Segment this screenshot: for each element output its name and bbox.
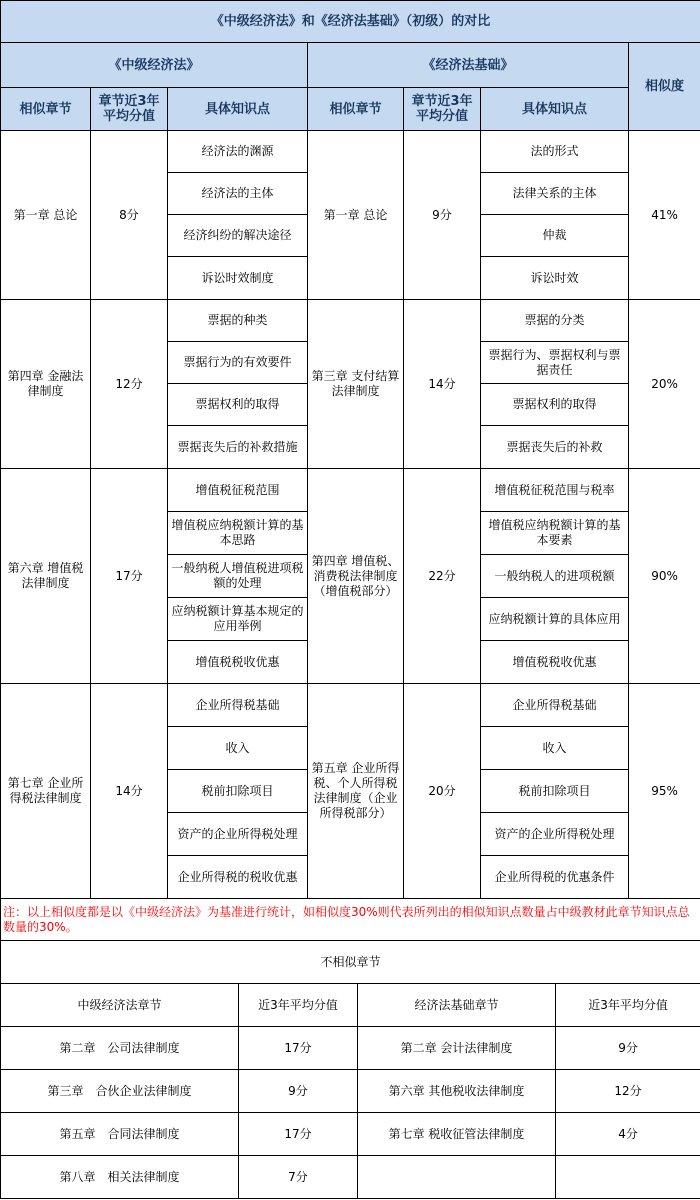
left-knowledge-point: 增值税税收优惠	[168, 641, 308, 684]
left-knowledge-point: 票据的种类	[168, 300, 308, 342]
left-knowledge-point: 企业所得税基础	[168, 684, 308, 727]
left-chapter-header: 相似章节	[1, 88, 91, 131]
left-knowledge-point: 一般纳税人增值税进项税额的处理	[168, 555, 308, 598]
right-knowledge-point: 诉讼时效	[481, 257, 629, 300]
right-points-header: 具体知识点	[481, 88, 629, 131]
right-knowledge-point: 企业所得税的优惠条件	[481, 856, 629, 899]
table-row	[1, 469, 700, 512]
similarity-value: 20%	[629, 300, 700, 469]
left-knowledge-point: 增值税应纳税额计算的基本思路	[168, 512, 308, 555]
right-knowledge-point: 法的形式	[481, 131, 629, 173]
right-chapter-header: 经济法基础章节	[358, 984, 556, 1027]
right-chapter-header: 相似章节	[308, 88, 404, 131]
left-knowledge-point: 税前扣除项目	[168, 770, 308, 813]
right-chapter: 第四章 增值税、消费税法律制度（增值税部分）	[308, 469, 404, 684]
right-score: 12分	[556, 1070, 700, 1113]
table-row	[1, 1156, 700, 1199]
right-knowledge-point: 税前扣除项目	[481, 770, 629, 813]
left-score: 17分	[239, 1113, 358, 1156]
right-score: 20分	[404, 684, 481, 899]
left-knowledge-point: 增值税征税范围	[168, 469, 308, 512]
left-chapter: 第二章 公司法律制度	[1, 1027, 239, 1070]
left-knowledge-point: 资产的企业所得税处理	[168, 813, 308, 856]
right-knowledge-point: 资产的企业所得税处理	[481, 813, 629, 856]
right-score: 9分	[404, 131, 481, 300]
right-knowledge-point: 增值税征税范围与税率	[481, 469, 629, 512]
left-score: 7分	[239, 1156, 358, 1199]
right-score-header: 近3年平均分值	[556, 984, 700, 1027]
left-knowledge-point: 收入	[168, 727, 308, 770]
left-score: 12分	[91, 300, 168, 469]
right-chapter: 第七章 税收征管法律制度	[358, 1113, 556, 1156]
right-score	[556, 1156, 700, 1199]
left-knowledge-point: 经济纠纷的解决途径	[168, 215, 308, 257]
right-chapter: 第三章 支付结算法律制度	[308, 300, 404, 469]
right-score: 14分	[404, 300, 481, 469]
similarity-header: 相似度	[629, 43, 700, 131]
table-row	[1, 684, 700, 727]
right-knowledge-point: 票据的分类	[481, 300, 629, 342]
left-knowledge-point: 票据行为的有效要件	[168, 342, 308, 384]
right-knowledge-point: 法律关系的主体	[481, 173, 629, 215]
right-chapter	[358, 1156, 556, 1199]
right-knowledge-point: 仲裁	[481, 215, 629, 257]
left-chapter: 第八章 相关法律制度	[1, 1156, 239, 1199]
right-score: 22分	[404, 469, 481, 684]
right-score: 4分	[556, 1113, 700, 1156]
right-knowledge-point: 票据丧失后的补救	[481, 426, 629, 469]
right-knowledge-point: 增值税税收优惠	[481, 641, 629, 684]
left-knowledge-point: 票据丧失后的补救措施	[168, 426, 308, 469]
right-chapter: 第二章 会计法律制度	[358, 1027, 556, 1070]
left-points-header: 具体知识点	[168, 88, 308, 131]
left-knowledge-point: 经济法的主体	[168, 173, 308, 215]
right-chapter: 第五章 企业所得税、个人所得税法律制度（企业所得税部分）	[308, 684, 404, 899]
left-score: 17分	[239, 1027, 358, 1070]
table-row	[1, 1070, 700, 1113]
right-knowledge-point: 一般纳税人的进项税额	[481, 555, 629, 598]
left-score: 14分	[91, 684, 168, 899]
left-chapter: 第七章 企业所得税法律制度	[1, 684, 91, 899]
left-chapter: 第五章 合同法律制度	[1, 1113, 239, 1156]
left-chapter-header: 中级经济法章节	[1, 984, 239, 1027]
right-knowledge-point: 增值税应纳税额计算的基本要素	[481, 512, 629, 555]
left-score-header: 近3年平均分值	[239, 984, 358, 1027]
left-score: 17分	[91, 469, 168, 684]
left-knowledge-point: 经济法的渊源	[168, 131, 308, 173]
left-knowledge-point: 企业所得税的税收优惠	[168, 856, 308, 899]
left-knowledge-point: 票据权利的取得	[168, 384, 308, 426]
similarity-value: 95%	[629, 684, 700, 899]
left-book-header: 《中级经济法》	[1, 43, 308, 88]
table-row	[1, 300, 700, 342]
note-text: 注：以上相似度都是以《中级经济法》为基准进行统计，如相似度30%则代表所列出的相似知识点数量占中级教材此章节知识点总数量的30%。	[1, 899, 700, 941]
left-chapter: 第四章 金融法律制度	[1, 300, 91, 469]
left-knowledge-point: 应纳税额计算基本规定的应用举例	[168, 598, 308, 641]
right-knowledge-point: 票据权利的取得	[481, 384, 629, 426]
dissimilar-table	[0, 940, 700, 1199]
right-book-header: 《经济法基础》	[308, 43, 629, 88]
right-score: 9分	[556, 1027, 700, 1070]
table-title: 《中级经济法》和《经济法基础》（初级）的对比	[1, 1, 700, 43]
dissimilar-title: 不相似章节	[1, 941, 700, 984]
right-knowledge-point: 收入	[481, 727, 629, 770]
right-score-header: 章节近3年平均分值	[404, 88, 481, 131]
table-row	[1, 131, 700, 173]
left-score: 8分	[91, 131, 168, 300]
similarity-value: 41%	[629, 131, 700, 300]
left-score-header: 章节近3年平均分值	[91, 88, 168, 131]
right-chapter: 第一章 总论	[308, 131, 404, 300]
right-knowledge-point: 企业所得税基础	[481, 684, 629, 727]
right-knowledge-point: 票据行为、票据权利与票据责任	[481, 342, 629, 384]
left-chapter: 第一章 总论	[1, 131, 91, 300]
left-knowledge-point: 诉讼时效制度	[168, 257, 308, 300]
table-row	[1, 1113, 700, 1156]
left-chapter: 第三章 合伙企业法律制度	[1, 1070, 239, 1113]
right-chapter: 第六章 其他税收法律制度	[358, 1070, 556, 1113]
left-chapter: 第六章 增值税法律制度	[1, 469, 91, 684]
table-row	[1, 1027, 700, 1070]
right-knowledge-point: 应纳税额计算的具体应用	[481, 598, 629, 641]
similarity-value: 90%	[629, 469, 700, 684]
left-score: 9分	[239, 1070, 358, 1113]
